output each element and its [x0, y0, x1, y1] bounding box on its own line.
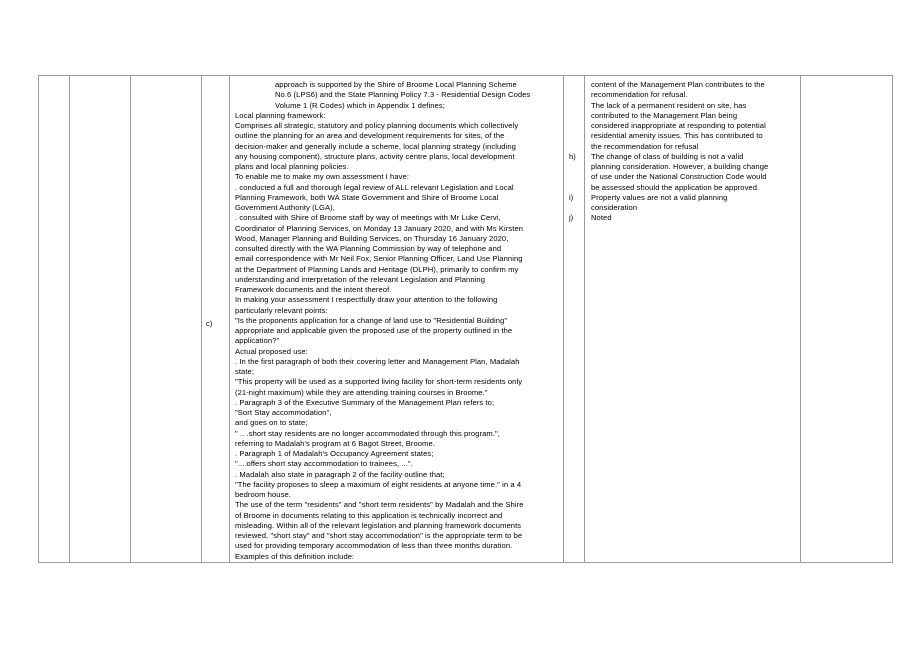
- main-body-line: email correspondence with Mr Neil Fox, Senior Planning Officer, Land Use Planning: [235, 254, 523, 264]
- main-body-line: plans and local planning policies.: [235, 162, 349, 171]
- main-body-line: referring to Madalah's program at 6 Bagot Street, Broome.: [235, 438, 435, 448]
- right-body-line: The lack of a permanent resident on site, has: [591, 100, 747, 110]
- right-body-line: contributed to the Management Plan being: [591, 110, 738, 120]
- main-body-line: The use of the term "residents" and "short term residents" by Madalah and the Shire: [235, 500, 524, 510]
- main-marker-list: [202, 76, 229, 562]
- main-body-line: of Broome in documents relating to this application is technically incorrect and: [235, 510, 503, 520]
- table-cell-empty-1: [39, 76, 70, 563]
- main-body-line: Planning Framework, both WA State Government and Shire of Broome Local: [235, 192, 499, 202]
- main-body-line: "This property will be used as a supported living facility for short-term residents only: [235, 377, 523, 387]
- main-body-line: Government Authority (LGA),: [235, 203, 335, 212]
- main-body-line: application?": [235, 336, 280, 346]
- right-body-line: planning consideration. However, a building change: [591, 162, 769, 171]
- main-body-line: any housing component), structure plans, activity centre plans, local development: [235, 151, 515, 161]
- main-body-line: Examples of this definition include:: [235, 551, 355, 561]
- main-body-line: and goes on to state;: [235, 418, 308, 428]
- main-body-line: Comprises all strategic, statutory and policy planning documents which collectively: [235, 121, 519, 130]
- main-body-line: Local planning framework:: [235, 110, 326, 120]
- main-body-line: reviewed, "short stay" and "short stay accommodation" is the appropriate term to be: [235, 531, 523, 540]
- main-body-line: used for providing temporary accommodation of less than three months duration.: [235, 541, 513, 551]
- table-row: [39, 76, 893, 563]
- main-body-line: . consulted with Shire of Broome staff by way of meetings with Mr Luke Cervi,: [235, 213, 501, 223]
- main-body-line: "The facility proposes to sleep a maximum of eight residents at anyone time." in a 4: [235, 479, 522, 489]
- main-body-line: Framework documents and the intent thereof.: [235, 285, 392, 294]
- main-body-line: . Madalah also state in paragraph 2 of the facility outline that;: [235, 469, 445, 479]
- main-body-line: "Sort Stay accommodation",: [235, 408, 332, 417]
- right-body-line: Property values are not a valid planning: [591, 192, 728, 202]
- main-body-line: at the Department of Planning Lands and Heritage (DLPH), primarily to confirm my: [235, 264, 519, 274]
- main-body-line: outline the planning for an area and development requirements for sites, of the: [235, 131, 505, 141]
- main-body-line: To enable me to make my own assessment I have:: [235, 172, 410, 182]
- table-cell-main-text: [230, 76, 564, 563]
- main-body-line: . Paragraph 3 of the Executive Summary of the Management Plan refers to;: [235, 397, 495, 407]
- main-body-line: misleading. Within all of the relevant legislation and planning framework documents: [235, 520, 522, 530]
- main-text-block: [230, 76, 563, 562]
- list-marker: i): [569, 193, 574, 202]
- main-body-line: "....offers short stay accommodation to trainees, ...".: [235, 459, 413, 469]
- main-body-line: . Paragraph 1 of Madalah's Occupancy Agreement states;: [235, 449, 434, 458]
- main-body-line: . In the first paragraph of both their covering letter and Management Plan, Madalah: [235, 356, 520, 366]
- main-body-line: consulted directly with the WA Planning Commission by way of telephone and: [235, 244, 502, 253]
- right-body-line: content of the Management Plan contributes to the: [591, 80, 765, 89]
- right-body-line: Noted: [591, 213, 612, 223]
- right-marker-list: [564, 76, 584, 562]
- main-body-line: Wood, Manager Planning and Building Services, on Thursday 16 January 2020,: [235, 233, 509, 243]
- right-body-line: residential amenity issues. This has contributed to: [591, 131, 763, 141]
- right-body-line: be assessed should the application be approved.: [591, 182, 760, 192]
- table-cell-right-markers: [564, 76, 585, 563]
- table-cell-empty-3: [131, 76, 202, 563]
- right-body-line: recommendation for refusal.: [591, 90, 688, 100]
- list-marker: j): [569, 213, 574, 222]
- main-body-line: (21-night maximum) while they are attending training courses in Broome.": [235, 387, 488, 397]
- main-heading-line: Volume 1 (R Codes) which in Appendix 1 defines;: [275, 100, 445, 110]
- main-body-line: . conducted a full and thorough legal review of ALL relevant Legislation and Local: [235, 182, 514, 192]
- main-body-line: " .. .short stay residents are no longer accommodated through this program.",: [235, 428, 500, 438]
- right-body-line: considered inappropriate at responding to potential: [591, 121, 766, 130]
- table-cell-empty-4: [801, 76, 893, 563]
- main-body-line: appropriate and applicable given the proposed use of the property outlined in the: [235, 326, 513, 335]
- right-body-line: of use under the National Construction Code would: [591, 172, 767, 182]
- right-body-line: The change of class of building is not a valid: [591, 151, 744, 161]
- main-body-line: Coordinator of Planning Services, on Monday 13 January 2020, and with Ms Kirsten: [235, 223, 524, 233]
- main-body-line: understanding and interpretation of the relevant Legislation and Planning: [235, 274, 485, 284]
- table-cell-right-text: [585, 76, 801, 563]
- right-body-line: the recommendation for refusal: [591, 141, 699, 151]
- main-body-line: decision-maker and generally include a scheme, local planning strategy (including: [235, 141, 516, 151]
- main-body-line: "Is the proponents application for a change of land use to "Residential Building": [235, 315, 508, 325]
- right-text-block: [585, 76, 800, 224]
- main-body-line: state;: [235, 367, 255, 376]
- main-heading-line: approach is supported by the Shire of Broome Local Planning Scheme: [275, 80, 517, 89]
- right-body-line: consideration: [591, 203, 638, 212]
- list-marker: h): [569, 152, 576, 161]
- table-cell-empty-2: [70, 76, 131, 563]
- main-body-line: bedroom house.: [235, 490, 291, 499]
- submission-table: [38, 75, 893, 563]
- main-body-line: Actual proposed use:: [235, 346, 308, 356]
- main-body-line: particularly relevant points:: [235, 305, 328, 315]
- table-cell-main-markers: [202, 76, 230, 563]
- list-marker: c): [206, 319, 213, 328]
- main-body-line: In making your assessment I respectfully draw your attention to the following: [235, 295, 498, 305]
- main-heading-line: No.6 (LPS6) and the State Planning Policy 7.3 - Residential Design Codes: [275, 90, 531, 100]
